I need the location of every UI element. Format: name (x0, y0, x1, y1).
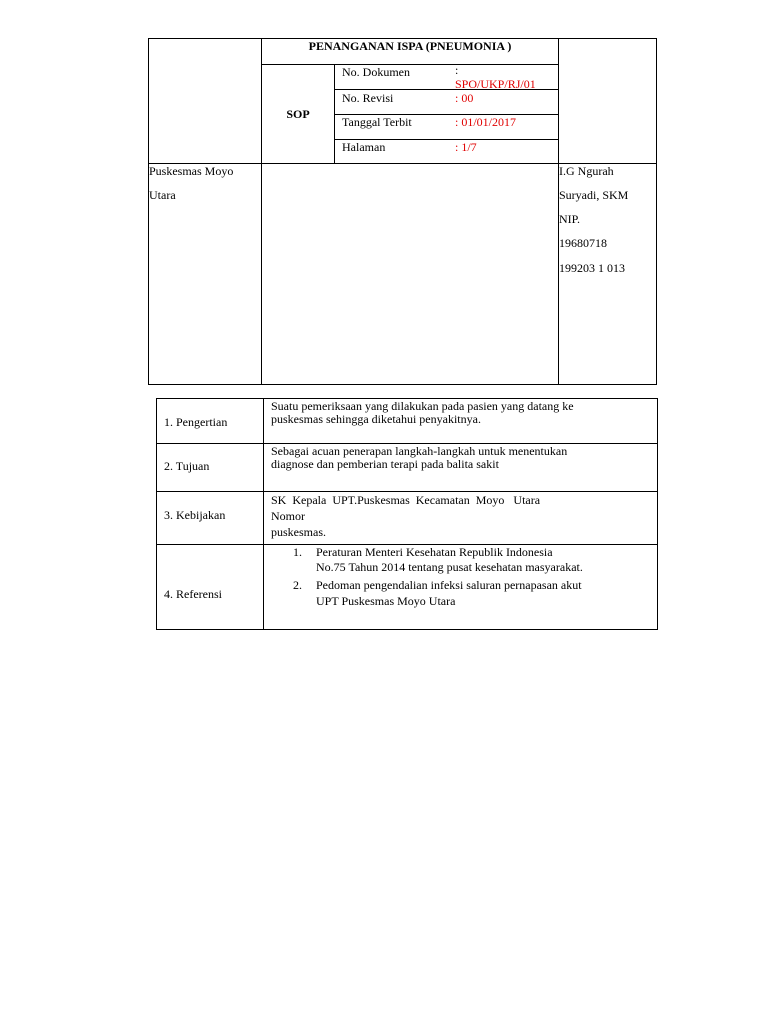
body-col-divider (263, 398, 264, 630)
row-text-tujuan-2: diagnose dan pemberian terapi pada balita sakit (271, 457, 499, 471)
field-value-no-revisi: : 00 (455, 91, 474, 105)
field-label-halaman: Halaman (342, 140, 386, 154)
row-label-referensi: 4. Referensi (164, 587, 222, 601)
document-title: PENANGANAN ISPA (PNEUMONIA ) (308, 39, 512, 53)
row-text-kebijakan-2: Nomor (271, 509, 305, 523)
signer-line-1: I.G Ngurah (559, 164, 614, 178)
row-label-kebijakan: 3. Kebijakan (164, 508, 226, 522)
field-value-no-dokumen: SPO/UKP/RJ/01 (455, 77, 536, 91)
ref-item-2-line-1: Pedoman pengendalian infeksi saluran pernapasan akut (316, 578, 582, 592)
row-text-pengertian-1: Suatu pemeriksaan yang dilakukan pada pasien yang datang ke (271, 399, 574, 413)
field-value-halaman: : 1/7 (455, 140, 477, 154)
header-border-bottom (148, 384, 657, 385)
row-label-tujuan: 2. Tujuan (164, 459, 210, 473)
field-label-tanggal-terbit: Tanggal Terbit (342, 115, 412, 129)
body-border-right (657, 398, 658, 630)
signer-line-2: Suryadi, SKM (559, 188, 629, 202)
ref-item-1-line-1: Peraturan Menteri Kesehatan Republik Indonesia (316, 545, 553, 559)
row-text-tujuan-1: Sebagai acuan penerapan langkah-langkah untuk menentukan (271, 444, 568, 458)
ref-item-1-line-2: No.75 Tahun 2014 tentang pusat kesehatan masyarakat. (316, 560, 583, 574)
sop-label: SOP (286, 107, 310, 121)
row-text-kebijakan-3: puskesmas. (271, 525, 326, 539)
ref-item-2-number: 2. (293, 578, 302, 592)
body-row-line-2 (156, 491, 658, 492)
field-sep-no-dokumen: : (455, 63, 459, 77)
signer-line-5: 199203 1 013 (559, 261, 625, 275)
body-border-left (156, 398, 157, 630)
ref-item-2-line-2: UPT Puskesmas Moyo Utara (316, 594, 456, 608)
field-label-no-dokumen: No. Dokumen (342, 65, 410, 79)
header-border-right (656, 38, 657, 385)
org-name-line-2: Utara (149, 188, 176, 202)
header-border-left (148, 38, 149, 385)
row-text-pengertian-2: puskesmas sehingga diketahui penyakitnya. (271, 412, 481, 426)
row-text-kebijakan-1: SK Kepala UPT.Puskesmas Kecamatan Moyo Utara (271, 493, 541, 507)
ref-item-1-number: 1. (293, 545, 302, 559)
row-label-pengertian: 1. Pengertian (164, 415, 228, 429)
title-underline (261, 64, 559, 65)
field-value-tanggal-terbit: : 01/01/2017 (455, 115, 517, 129)
signer-line-4: 19680718 (559, 236, 607, 250)
signer-line-3: NIP. (559, 212, 581, 226)
body-border-bottom (156, 629, 658, 630)
field-label-no-revisi: No. Revisi (342, 91, 394, 105)
org-name-line-1: Puskesmas Moyo (149, 164, 234, 178)
header-divider-left (261, 38, 262, 385)
